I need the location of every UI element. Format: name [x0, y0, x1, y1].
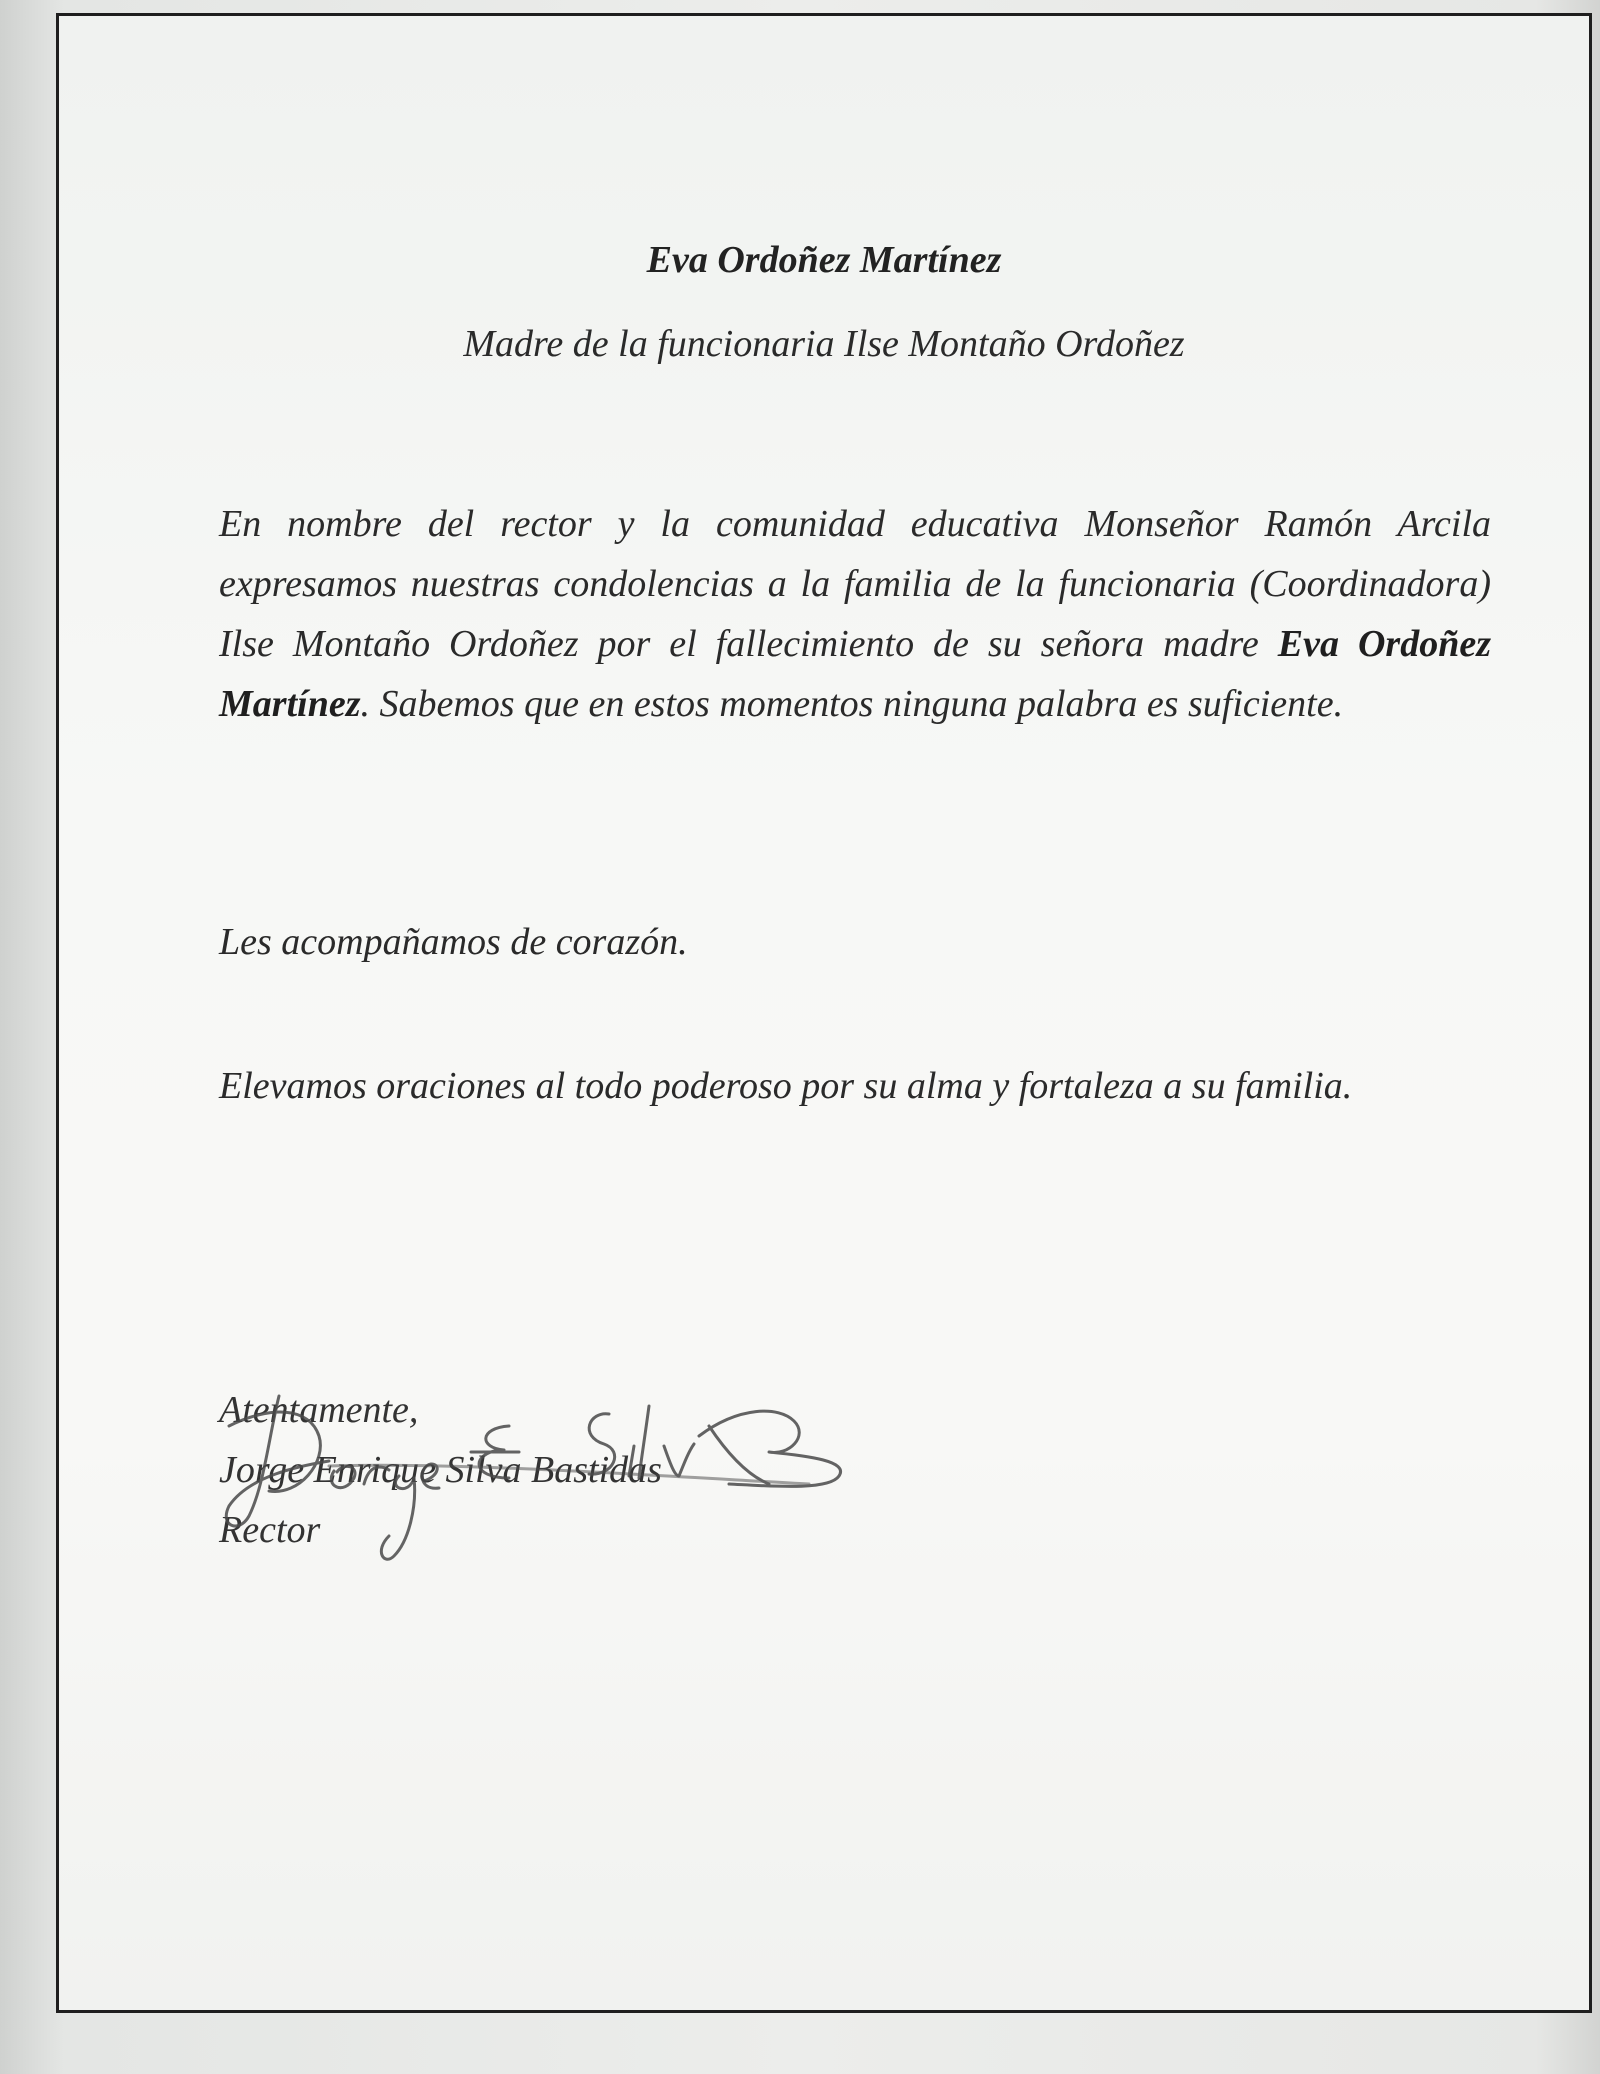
letter-subtitle: Madre de la funcionaria Ilse Montaño Ordoñez [463, 323, 1185, 365]
signer-title: Rector [219, 1509, 321, 1551]
paragraph-text-end: . Sabemos que en estos momentos ninguna palabra es suficiente. [360, 683, 1344, 725]
letter-page [56, 13, 1592, 2013]
letter-title: Eva Ordoñez Martínez [646, 239, 1002, 281]
handwritten-signature [209, 1366, 929, 1576]
condolence-paragraph [219, 494, 1491, 734]
signer-name: Jorge Enrique Silva Bastidas [219, 1449, 662, 1491]
prayer-paragraph: Elevamos oraciones al todo poderoso por su alma y fortaleza a su familia. [219, 1065, 1353, 1107]
paragraph-text: En nombre del rector y la comunidad educativa Monseñor Ramón Arcila expresamos nuestras condolencias a la familia de la funcionaria (Coordinadora) Ilse Montaño Ordoñez por el fallecimiento de su señora madre [219, 503, 1491, 665]
deceased-name: Eva Ordoñez Martínez [219, 623, 1491, 725]
support-paragraph: Les acompañamos de corazón. [219, 921, 688, 963]
closing-salutation: Atentamente, [219, 1389, 419, 1431]
